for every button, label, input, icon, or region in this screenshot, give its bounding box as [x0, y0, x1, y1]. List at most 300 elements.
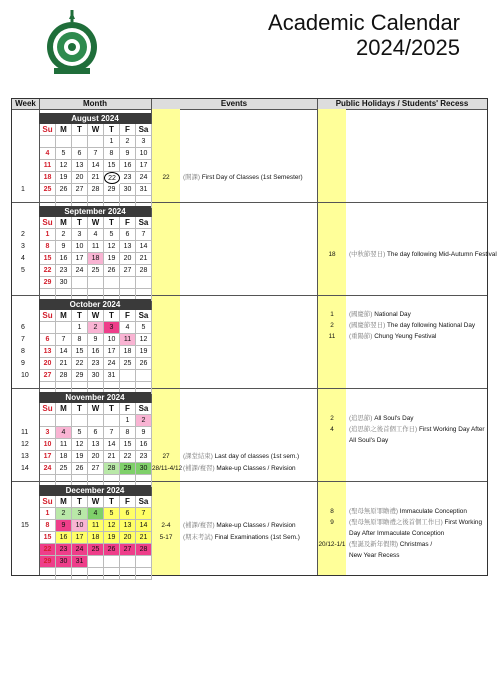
- day-cell: 30: [88, 370, 104, 382]
- event-english-label: Final Examinations (1st Sem.): [214, 534, 300, 541]
- day-cell: 8: [40, 520, 56, 532]
- day-cell: 25: [88, 544, 104, 556]
- day-cell: 27: [120, 544, 136, 556]
- day-header: F: [120, 496, 136, 508]
- day-cell: 6: [40, 334, 56, 346]
- week-number: [12, 556, 39, 568]
- week-number: 9: [21, 360, 25, 367]
- day-cell: [120, 568, 136, 580]
- day-cell: 8: [120, 427, 136, 439]
- day-header: M: [56, 310, 72, 322]
- day-header: Sa: [136, 124, 152, 136]
- holiday-text: [349, 435, 388, 446]
- day-cell: 4: [88, 508, 104, 520]
- day-cell: 31: [72, 556, 88, 568]
- day-cell: 30: [56, 556, 72, 568]
- day-cell: 13: [120, 241, 136, 253]
- day-cell: [120, 556, 136, 568]
- day-cell: 18: [56, 451, 72, 463]
- event-text: [183, 451, 299, 463]
- day-cell: 25: [56, 463, 72, 475]
- day-cell: 1: [72, 322, 88, 334]
- day-cell: 15: [40, 532, 56, 544]
- day-cell: 28: [104, 463, 120, 475]
- holiday-chinese-label: (重陽節): [349, 333, 373, 340]
- day-cell: 7: [136, 508, 152, 520]
- day-cell: 10: [72, 520, 88, 532]
- day-cell: [104, 556, 120, 568]
- holiday-chinese-label: (聖母無原罪瞻禮之後首個工作日): [349, 519, 443, 526]
- day-cell: 8: [104, 148, 120, 160]
- event-english-label: Last day of classes (1st sem.): [214, 453, 300, 460]
- day-header: Sa: [136, 310, 152, 322]
- day-cell: 11: [88, 241, 104, 253]
- holiday-text: [349, 517, 482, 528]
- day-cell: 5: [72, 427, 88, 439]
- day-cell: 15: [120, 439, 136, 451]
- holiday-date: 20/12-1/1: [318, 541, 346, 548]
- day-header: F: [120, 124, 136, 136]
- week-number: [12, 160, 39, 172]
- day-cell: 23: [136, 451, 152, 463]
- day-cell: 15: [104, 160, 120, 172]
- day-cell: 27: [72, 184, 88, 196]
- calendar-title: [268, 10, 460, 60]
- day-header: F: [120, 403, 136, 415]
- day-cell: [72, 277, 88, 289]
- day-cell: 10: [136, 148, 152, 160]
- event-chinese-label: (課堂結束): [183, 453, 213, 460]
- day-cell: 31: [104, 370, 120, 382]
- day-header: T: [72, 403, 88, 415]
- week-number: 12: [21, 441, 29, 448]
- day-cell: [104, 568, 120, 580]
- holiday-text: [349, 249, 497, 260]
- day-cell: 20: [120, 253, 136, 265]
- day-cell: 21: [104, 451, 120, 463]
- holiday-english-label: First Working Day After: [418, 426, 485, 433]
- day-cell: 2: [56, 508, 72, 520]
- day-cell: [104, 415, 120, 427]
- event-english-label: Make-up Classes / Revision: [216, 522, 296, 529]
- day-cell: 6: [72, 148, 88, 160]
- day-cell: 4: [56, 427, 72, 439]
- holiday-chinese-label: (國慶節翌日): [349, 322, 386, 329]
- week-number: 2: [21, 231, 25, 238]
- day-cell: 20: [88, 451, 104, 463]
- holiday-chinese-label: (追思節): [349, 415, 373, 422]
- event-date: 2-4: [161, 522, 171, 529]
- day-cell: 2: [120, 136, 136, 148]
- holiday-english-label: The day following National Day: [387, 322, 476, 329]
- holiday-chinese-label: (中秋節翌日): [349, 251, 386, 258]
- day-cell: 1: [120, 415, 136, 427]
- day-cell: 15: [72, 346, 88, 358]
- week-number: 11: [21, 429, 29, 436]
- day-header: T: [104, 124, 120, 136]
- holiday-chinese-label: (聖誕及新年假期): [349, 541, 398, 548]
- day-cell: 22: [120, 451, 136, 463]
- holiday-text: [349, 539, 432, 550]
- day-header: T: [104, 217, 120, 229]
- day-cell: 11: [56, 439, 72, 451]
- school-crest-icon: [44, 10, 100, 76]
- day-cell: [88, 277, 104, 289]
- event-date: 22: [162, 174, 170, 181]
- day-header: W: [88, 217, 104, 229]
- day-cell: 4: [40, 148, 56, 160]
- day-cell: 19: [56, 172, 72, 184]
- day-cell: 25: [88, 265, 104, 277]
- week-number: [12, 508, 39, 520]
- day-header: W: [88, 403, 104, 415]
- week-number: [12, 277, 39, 289]
- week-number: 13: [21, 453, 29, 460]
- week-number: 5: [21, 267, 25, 274]
- holiday-text: [349, 506, 467, 517]
- header-holidays: Public Holidays / Students' Recess: [335, 99, 469, 108]
- day-cell: 27: [120, 265, 136, 277]
- holiday-text: [349, 424, 485, 435]
- day-cell: 12: [72, 439, 88, 451]
- day-cell: 20: [120, 532, 136, 544]
- holiday-english-label: All Soul's Day: [349, 437, 389, 444]
- day-cell: 23: [56, 265, 72, 277]
- day-cell: 16: [56, 253, 72, 265]
- day-cell: 10: [72, 241, 88, 253]
- day-cell: [56, 322, 72, 334]
- day-cell: 18: [88, 253, 104, 265]
- day-cell: 7: [88, 148, 104, 160]
- month-block: [12, 110, 487, 203]
- day-cell: 30: [56, 277, 72, 289]
- day-cell: 25: [120, 358, 136, 370]
- day-cell: 7: [56, 334, 72, 346]
- day-cell: 20: [40, 358, 56, 370]
- day-cell: 5: [104, 229, 120, 241]
- holiday-english-label: Christmas /: [399, 541, 433, 548]
- day-cell: [136, 277, 152, 289]
- day-cell: [56, 136, 72, 148]
- holiday-date: 8: [330, 508, 334, 515]
- holiday-text: [349, 550, 399, 561]
- day-cell: [88, 415, 104, 427]
- day-cell: 7: [136, 229, 152, 241]
- holiday-date: 1: [330, 311, 334, 318]
- day-cell: [104, 277, 120, 289]
- day-cell: 2: [56, 229, 72, 241]
- event-text: [183, 172, 303, 184]
- day-cell: 3: [104, 322, 120, 334]
- month-title: August 2024: [39, 113, 151, 124]
- holiday-english-label: The day following Mid-Autumn Festival: [387, 251, 497, 258]
- day-cell: [136, 556, 152, 568]
- day-cell: 19: [104, 532, 120, 544]
- day-cell: 22: [40, 544, 56, 556]
- day-cell: 26: [72, 463, 88, 475]
- holiday-date: 2: [330, 415, 334, 422]
- week-number: [12, 136, 39, 148]
- holiday-english-label: Chung Yeung Festival: [374, 333, 437, 340]
- event-english-label: Make-up Classes / Revision: [216, 465, 296, 472]
- day-cell: 8: [72, 334, 88, 346]
- day-cell: 27: [88, 463, 104, 475]
- day-cell: 23: [88, 358, 104, 370]
- day-header: Su: [40, 496, 56, 508]
- day-cell: 14: [56, 346, 72, 358]
- holiday-text: [349, 309, 411, 320]
- day-cell: 3: [40, 427, 56, 439]
- month-block: [12, 389, 487, 482]
- day-cell: [72, 415, 88, 427]
- event-chinese-label: (開課): [183, 174, 201, 181]
- holiday-date: 4: [330, 426, 334, 433]
- holiday-date: 9: [330, 519, 334, 526]
- day-header: T: [104, 403, 120, 415]
- day-header: T: [72, 496, 88, 508]
- event-text: [183, 463, 296, 475]
- event-text: [183, 520, 296, 532]
- day-cell: 8: [40, 241, 56, 253]
- day-cell: 9: [56, 520, 72, 532]
- day-cell: 21: [136, 532, 152, 544]
- day-cell: 15: [40, 253, 56, 265]
- day-cell: [88, 136, 104, 148]
- day-cell: 23: [120, 172, 136, 184]
- header-week: Week: [15, 99, 36, 108]
- day-cell: [40, 415, 56, 427]
- holiday-text: [349, 528, 444, 539]
- day-cell: 9: [56, 241, 72, 253]
- day-cell: [88, 568, 104, 580]
- title-line-2: 2024/2025: [356, 35, 460, 60]
- day-cell: 4: [88, 229, 104, 241]
- day-cell: 22: [72, 358, 88, 370]
- day-cell: 2: [88, 322, 104, 334]
- day-cell: [40, 136, 56, 148]
- week-number: [12, 148, 39, 160]
- week-number: 1: [21, 186, 25, 193]
- holiday-english-label: All Soul's Day: [374, 415, 414, 422]
- day-cell: 2: [136, 415, 152, 427]
- holiday-date: 2: [330, 322, 334, 329]
- day-cell: 11: [120, 334, 136, 346]
- day-cell: 25: [40, 184, 56, 196]
- day-cell: 14: [88, 160, 104, 172]
- table-header: [12, 99, 487, 110]
- day-cell: 13: [72, 160, 88, 172]
- day-cell: 17: [40, 451, 56, 463]
- day-cell: 10: [40, 439, 56, 451]
- holiday-chinese-label: (追思節之後首個工作日): [349, 426, 418, 433]
- day-cell: 9: [88, 334, 104, 346]
- holiday-text: [349, 331, 436, 342]
- month-block: [12, 296, 487, 389]
- day-cell: 19: [136, 346, 152, 358]
- day-header: Sa: [136, 217, 152, 229]
- holiday-english-label: Immaculate Conception: [399, 508, 467, 515]
- day-cell: 18: [40, 172, 56, 184]
- day-header: T: [104, 310, 120, 322]
- day-header: Su: [40, 217, 56, 229]
- day-cell: 21: [88, 172, 104, 184]
- holiday-english-label: New Year Recess: [349, 552, 400, 559]
- week-number: 8: [21, 348, 25, 355]
- week-number: 15: [21, 522, 29, 529]
- day-cell: 29: [72, 370, 88, 382]
- day-cell: 24: [72, 544, 88, 556]
- day-header: M: [56, 496, 72, 508]
- day-cell: 13: [120, 520, 136, 532]
- day-cell: 31: [136, 184, 152, 196]
- month-block: [12, 482, 487, 574]
- day-header: F: [120, 217, 136, 229]
- day-cell: 29: [120, 463, 136, 475]
- day-cell: 28: [88, 184, 104, 196]
- school-logo: [44, 10, 100, 76]
- day-cell: 1: [40, 229, 56, 241]
- day-cell: 18: [88, 532, 104, 544]
- holiday-chinese-label: (國慶節): [349, 311, 373, 318]
- holiday-english-label: National Day: [374, 311, 411, 318]
- month-title: December 2024: [39, 485, 151, 496]
- day-cell: 1: [104, 136, 120, 148]
- day-cell: 9: [136, 427, 152, 439]
- day-header: Su: [40, 310, 56, 322]
- week-number: 7: [21, 336, 25, 343]
- day-header: F: [120, 310, 136, 322]
- day-header: Sa: [136, 496, 152, 508]
- day-cell: 24: [72, 265, 88, 277]
- event-date: 27: [162, 453, 170, 460]
- holiday-english-label: Day After Immaculate Conception: [349, 530, 445, 537]
- day-cell: 17: [72, 532, 88, 544]
- day-cell: 26: [104, 544, 120, 556]
- day-cell: 12: [136, 334, 152, 346]
- day-cell: 12: [56, 160, 72, 172]
- event-date: 5-17: [159, 534, 173, 541]
- day-cell: 6: [88, 427, 104, 439]
- day-cell: 14: [136, 241, 152, 253]
- day-cell: 22: [40, 265, 56, 277]
- month-title: September 2024: [39, 206, 151, 217]
- day-cell: 17: [136, 160, 152, 172]
- day-cell: 17: [104, 346, 120, 358]
- day-cell: 16: [136, 439, 152, 451]
- day-cell: 21: [136, 253, 152, 265]
- day-cell: 29: [40, 556, 56, 568]
- day-cell: 21: [56, 358, 72, 370]
- day-cell: 14: [136, 520, 152, 532]
- day-cell: [136, 370, 152, 382]
- month-block: [12, 203, 497, 296]
- day-cell: [136, 568, 152, 580]
- event-text: [183, 532, 300, 544]
- day-header: T: [72, 217, 88, 229]
- day-header: W: [88, 124, 104, 136]
- holiday-chinese-label: (聖母無原罪瞻禮): [349, 508, 398, 515]
- week-number: 3: [21, 243, 25, 250]
- week-number: 10: [21, 372, 29, 379]
- holiday-date: 18: [328, 251, 336, 258]
- day-cell: 29: [40, 277, 56, 289]
- day-cell: 26: [56, 184, 72, 196]
- day-cell: 13: [88, 439, 104, 451]
- day-cell: 23: [56, 544, 72, 556]
- day-cell: [56, 568, 72, 580]
- day-cell: 28: [136, 265, 152, 277]
- event-chinese-label: (期末考試): [183, 534, 213, 541]
- day-cell: 18: [120, 346, 136, 358]
- day-cell: 10: [104, 334, 120, 346]
- day-cell: 16: [56, 532, 72, 544]
- header-month: Month: [83, 99, 107, 108]
- day-cell: [120, 277, 136, 289]
- day-cell: 1: [40, 508, 56, 520]
- day-cell: [72, 136, 88, 148]
- day-cell: 12: [104, 520, 120, 532]
- day-header: W: [88, 496, 104, 508]
- holiday-english-label: First Working: [444, 519, 483, 526]
- day-cell: 28: [136, 544, 152, 556]
- week-number: [12, 544, 39, 556]
- day-cell: 5: [56, 148, 72, 160]
- week-number: 4: [21, 255, 25, 262]
- day-cell: 20: [72, 172, 88, 184]
- day-cell: 9: [120, 148, 136, 160]
- holiday-text: [349, 413, 413, 424]
- day-cell: 3: [72, 508, 88, 520]
- day-cell: 13: [40, 346, 56, 358]
- day-header: T: [72, 310, 88, 322]
- day-header: Su: [40, 403, 56, 415]
- day-cell: 24: [136, 172, 152, 184]
- day-cell: 24: [104, 358, 120, 370]
- day-cell: 7: [104, 427, 120, 439]
- event-chinese-label: (補課/複習): [183, 522, 215, 529]
- week-number: [12, 172, 39, 184]
- day-header: W: [88, 310, 104, 322]
- event-date: 28/11-4/12: [152, 465, 183, 472]
- day-cell: 24: [40, 463, 56, 475]
- week-number: [12, 415, 39, 427]
- day-cell: 26: [104, 265, 120, 277]
- day-cell: 12: [104, 241, 120, 253]
- day-cell: 22: [104, 172, 120, 184]
- day-header: T: [72, 124, 88, 136]
- day-cell: [40, 568, 56, 580]
- day-header: M: [56, 124, 72, 136]
- day-cell: 17: [72, 253, 88, 265]
- event-chinese-label: (補課/複習): [183, 465, 215, 472]
- day-cell: [56, 415, 72, 427]
- day-cell: [120, 370, 136, 382]
- day-cell: 3: [72, 229, 88, 241]
- day-cell: 5: [104, 508, 120, 520]
- week-number: [12, 532, 39, 544]
- day-cell: 30: [120, 184, 136, 196]
- day-cell: 14: [104, 439, 120, 451]
- week-number: 6: [21, 324, 25, 331]
- day-cell: 29: [104, 184, 120, 196]
- day-cell: 16: [88, 346, 104, 358]
- day-cell: 19: [72, 451, 88, 463]
- day-cell: 6: [120, 229, 136, 241]
- day-cell: 16: [120, 160, 136, 172]
- day-cell: 19: [104, 253, 120, 265]
- day-cell: 27: [40, 370, 56, 382]
- day-cell: 28: [56, 370, 72, 382]
